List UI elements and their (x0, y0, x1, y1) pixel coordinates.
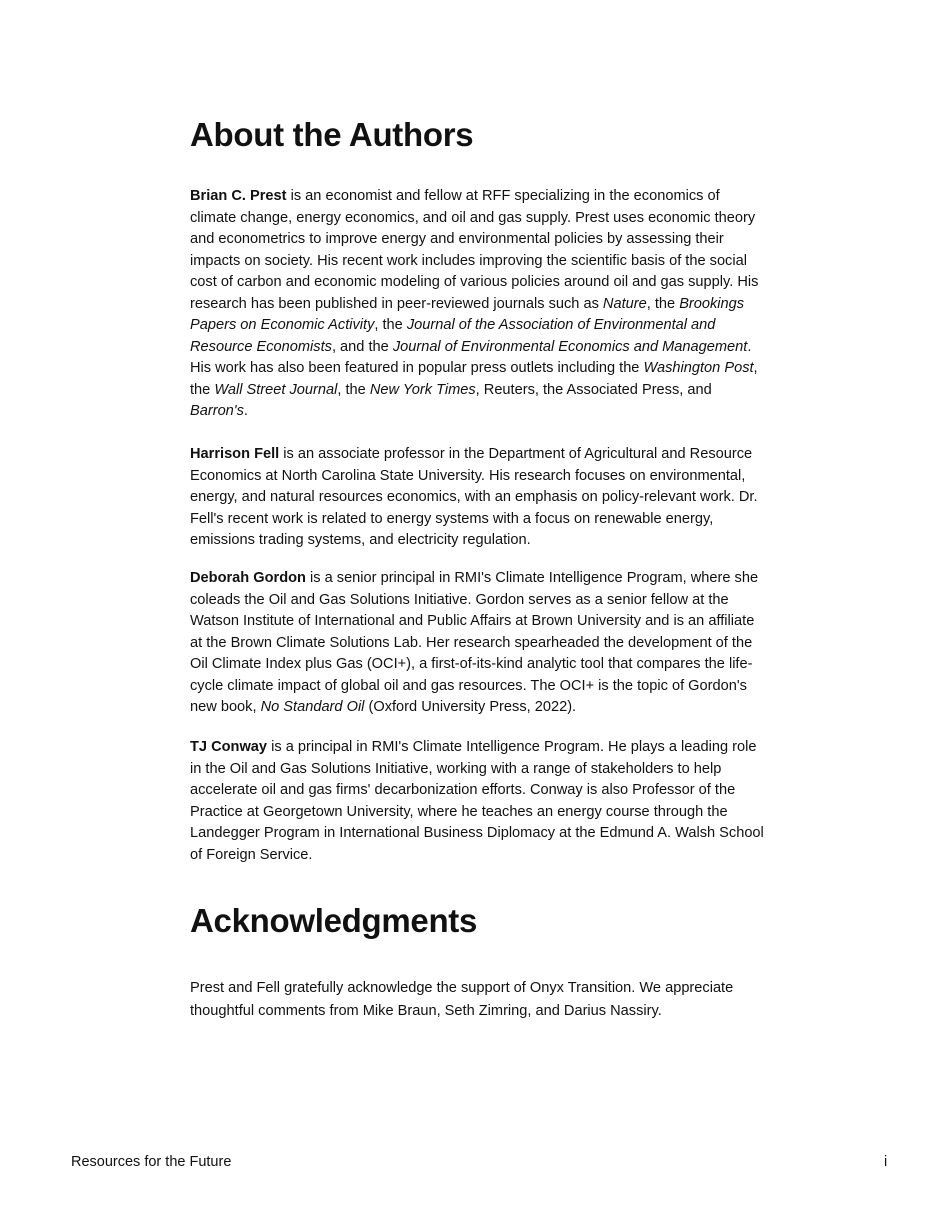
author-bio-prest: Brian C. Prest is an economist and fellow at RFF specializing in the economics of climate change, energy economics, and oil and gas supply. Prest uses economic theory and econometrics to improve energy and environmental policies by assessing their impacts on society. His recent work includes improving the scientific basis of the social cost of carbon and economic modeling of various policies around oil and gas supply. His research has been published in peer-reviewed journals such as Nature, the Brookings Papers on Economic Activity, the Journal of the Association of Environmental and Resource Economists, and the Journal of Environmental Economics and Management. His work has also been featured in popular press outlets including the Washington Post, the Wall Street Journal, the New York Times, Reuters, the Associated Press, and Barron's. (190, 188, 759, 419)
author-name: TJ Conway (190, 739, 268, 755)
about-authors-heading: About the Authors (190, 116, 474, 153)
author-name: Brian C. Prest (190, 188, 287, 204)
author-bio-fell: Harrison Fell is an associate professor in the Department of Agricultural and Resource Economics at North Carolina State University. His research focuses on environmental, energy, and natural resources economics, with an emphasis on policy-relevant work. Dr. Fell's recent work is related to energy systems with a focus on renewable energy, emissions trading systems, and electricity regulation. (190, 446, 758, 548)
acknowledgments-heading: Acknowledgments (190, 902, 478, 939)
footer-publisher: Resources for the Future (71, 1154, 232, 1170)
acknowledgments-text: Prest and Fell gratefully acknowledge the support of Onyx Transition. We appreciate thoughtful comments from Mike Braun, Seth Zimring, and Darius Nassiry. (190, 980, 734, 1019)
page-number: i (884, 1154, 888, 1170)
author-bio-gordon: Deborah Gordon is a senior principal in RMI's Climate Intelligence Program, where she coleads the Oil and Gas Solutions Initiative. Gordon serves as a senior fellow at the Watson Institute of International and Public Affairs at Brown University and is an affiliate at the Brown Climate Solutions Lab. Her research spearheaded the development of the Oil Climate Index plus Gas (OCI+), a first-of-its-kind analytic tool that compares the life-cycle climate impact of global oil and gas resources. The OCI+ is the topic of Gordon's new book, No Standard Oil (Oxford University Press, 2022). (190, 570, 759, 715)
author-name: Deborah Gordon (190, 570, 306, 586)
author-bio-conway: TJ Conway is a principal in RMI's Climate Intelligence Program. He plays a leading role in the Oil and Gas Solutions Initiative, working with a range of stakeholders to help accelerate oil and gas firms' decarbonization efforts. Conway is also Professor of the Practice at Georgetown University, where he teaches an energy course through the Landegger Program in International Business Diplomacy at the Edmund A. Walsh School of Foreign Service. (190, 739, 764, 863)
author-name: Harrison Fell (190, 446, 280, 462)
